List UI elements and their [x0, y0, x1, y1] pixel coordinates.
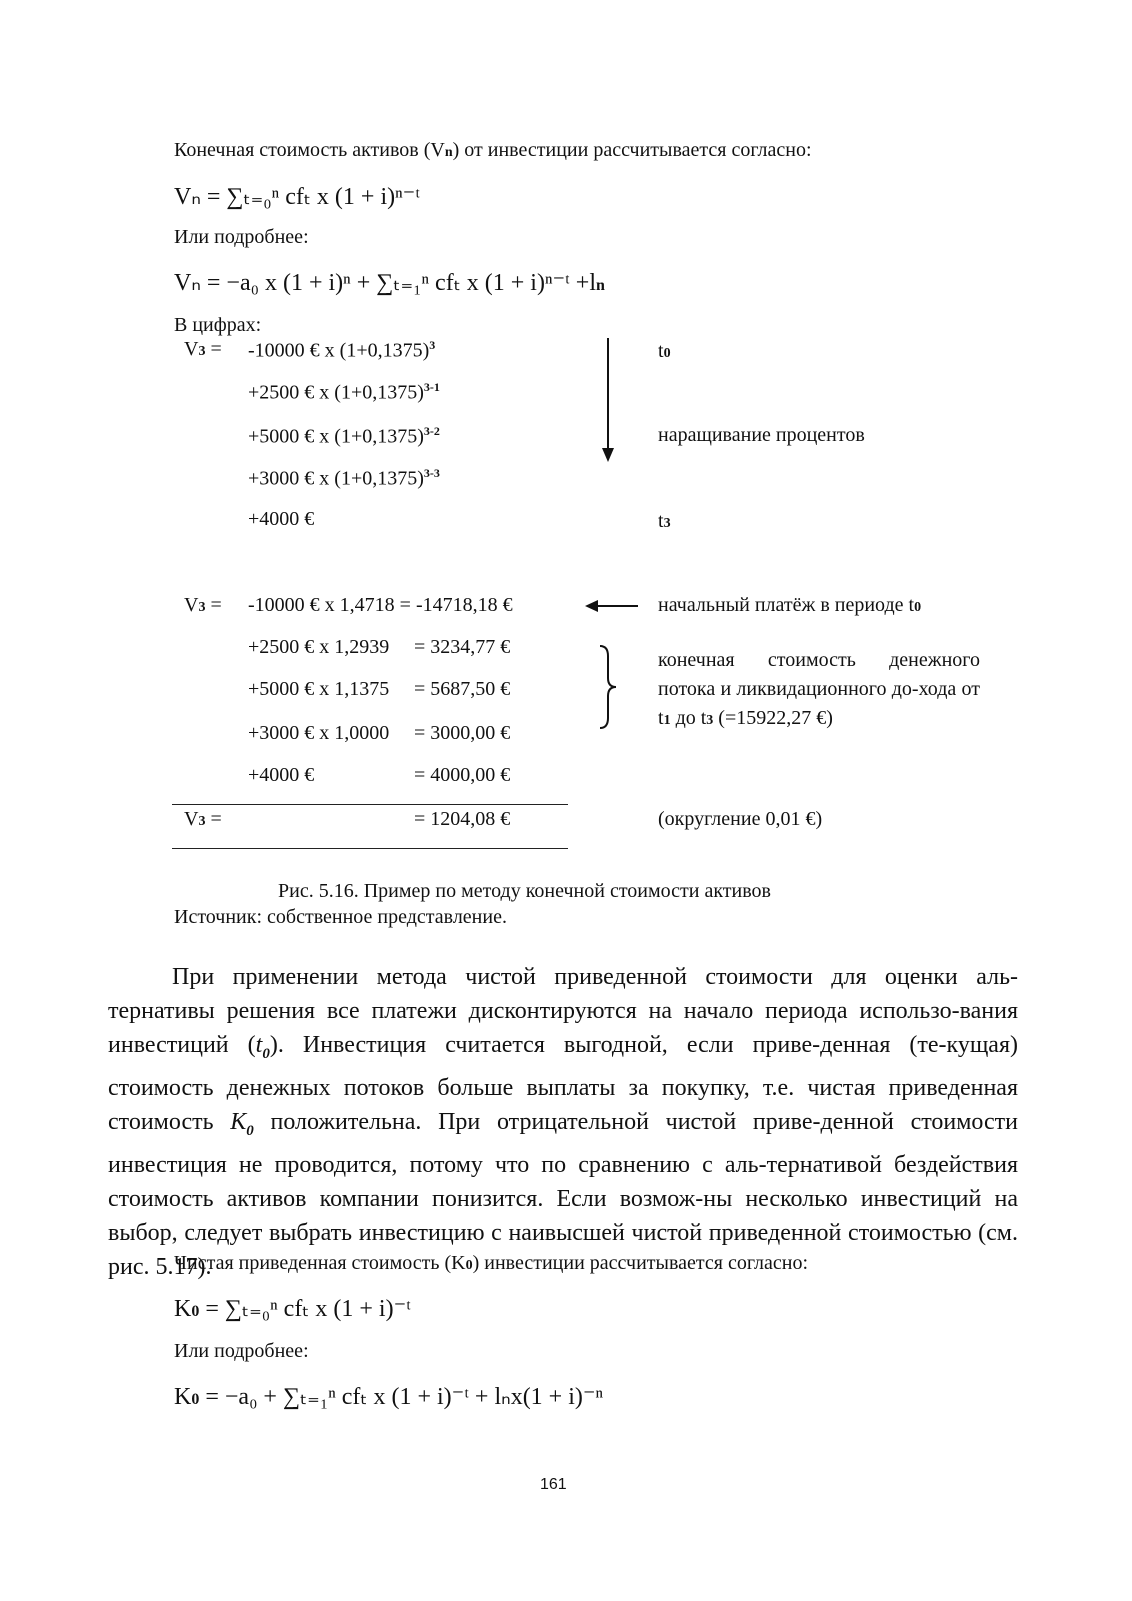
fv-more-label: Или подробнее: [174, 226, 309, 248]
arrow-down-icon [598, 336, 618, 466]
in-figures-label: В цифрах: [174, 314, 262, 336]
t0-label: t0 [658, 340, 671, 362]
calc1-row: +4000 € [248, 508, 315, 530]
accrual-label: наращивание процентов [658, 424, 865, 446]
page-number: 161 [540, 1476, 567, 1493]
total-bottom-rule [172, 848, 568, 849]
calc2-row-left: +3000 € x 1,0000 [248, 722, 390, 744]
calc2-row-left: -10000 € x 1,4718 = -14718,18 € [248, 594, 513, 616]
final-value-note: конечная стоимость денежного потока и ликвидационного до-хода от t1 до t3 (=15922,27 €) [658, 649, 980, 729]
npv-formula-sum: K0 = ∑ₜ₌₀ⁿ cfₜ x (1 + i)⁻ᵗ [174, 1296, 411, 1322]
total-label: V3 = [184, 808, 222, 830]
fv-intro: Конечная стоимость активов (Vn) от инвестиции рассчитывается согласно: [174, 139, 812, 161]
fv-formula-sum: Vₙ = ∑ₜ₌₀ⁿ cfₜ x (1 + i)ⁿ⁻ᵗ [174, 184, 420, 210]
calc2-row-right: = 3234,77 € [414, 636, 511, 658]
rounding-note: (округление 0,01 €) [658, 808, 823, 830]
npv-more-label: Или подробнее: [174, 1340, 309, 1362]
arrow-left-icon [584, 596, 640, 616]
total-top-rule [172, 804, 568, 805]
calc2-row-left: +5000 € x 1,1375 [248, 678, 390, 700]
body-paragraph: При применении метода чистой приведенной стоимости для оценки аль-тернативы решения все платежи дисконтируются на начало периода использо-вания инвестиций $(t_0)$. Инвестиция считается выгодной, если приве-денная (те-кущая) стоимость денежных потоков больше выплаты за покупку, т.е. чистая приведенная стоимость $K_0$ положительна. При отрицательной чистой приве-денной стоимости инвестиция не проводится, потому что по сравнению с аль-тернативой бездействия стоимость активов компании понизится. Если возмож-ны несколько инвестиций на выбор, следует выбрать инвестицию с наивысшей чистой приведенной стоимостью (см. рис. 5.17). [108, 964, 1019, 1280]
t3-label: t3 [658, 510, 671, 532]
calc2-row-right: = 5687,50 € [414, 678, 511, 700]
calc1-row: +3000 € x $(1+0,1375)^{3-3}$ [248, 466, 440, 490]
curly-brace-icon [596, 644, 622, 730]
calc2-row-left: +4000 € [248, 764, 315, 786]
calc2-label: V3 = [184, 594, 222, 616]
calc1-row: +5000 € x $(1+0,1375)^{3-2}$ [248, 424, 440, 448]
calc1-row: +2500 € x $(1+0,1375)^{3-1}$ [248, 380, 440, 404]
figure-caption: Рис. 5.16. Пример по методу конечной стоимости активов [278, 880, 771, 902]
calc1-label: V3 = [184, 338, 222, 360]
figure-source: Источник: собственное представление. [174, 906, 507, 928]
initial-payment-note: начальный платёж в периоде t0 [658, 594, 922, 616]
calc2-row-right: = 3000,00 € [414, 722, 511, 744]
npv-intro: Чистая приведенная стоимость (K0) инвестиции рассчитывается согласно: [174, 1252, 808, 1274]
total-value: = 1204,08 € [414, 808, 511, 830]
calc2-row-left: +2500 € x 1,2939 [248, 636, 390, 658]
calc2-row-right: = 4000,00 € [414, 764, 511, 786]
calc1-row: -10000 € x $(1+0,1375)^3$ [248, 338, 436, 362]
fv-formula-detailed: Vₙ = −a₀ x (1 + i)ⁿ + ∑ₜ₌₁ⁿ cfₜ x (1 + i)ⁿ⁻ᵗ +ln [174, 270, 605, 296]
npv-formula-detailed: K0 = −a₀ + ∑ₜ₌₁ⁿ cfₜ x (1 + i)⁻ᵗ + lₙx(1 + i)⁻ⁿ [174, 1384, 604, 1410]
